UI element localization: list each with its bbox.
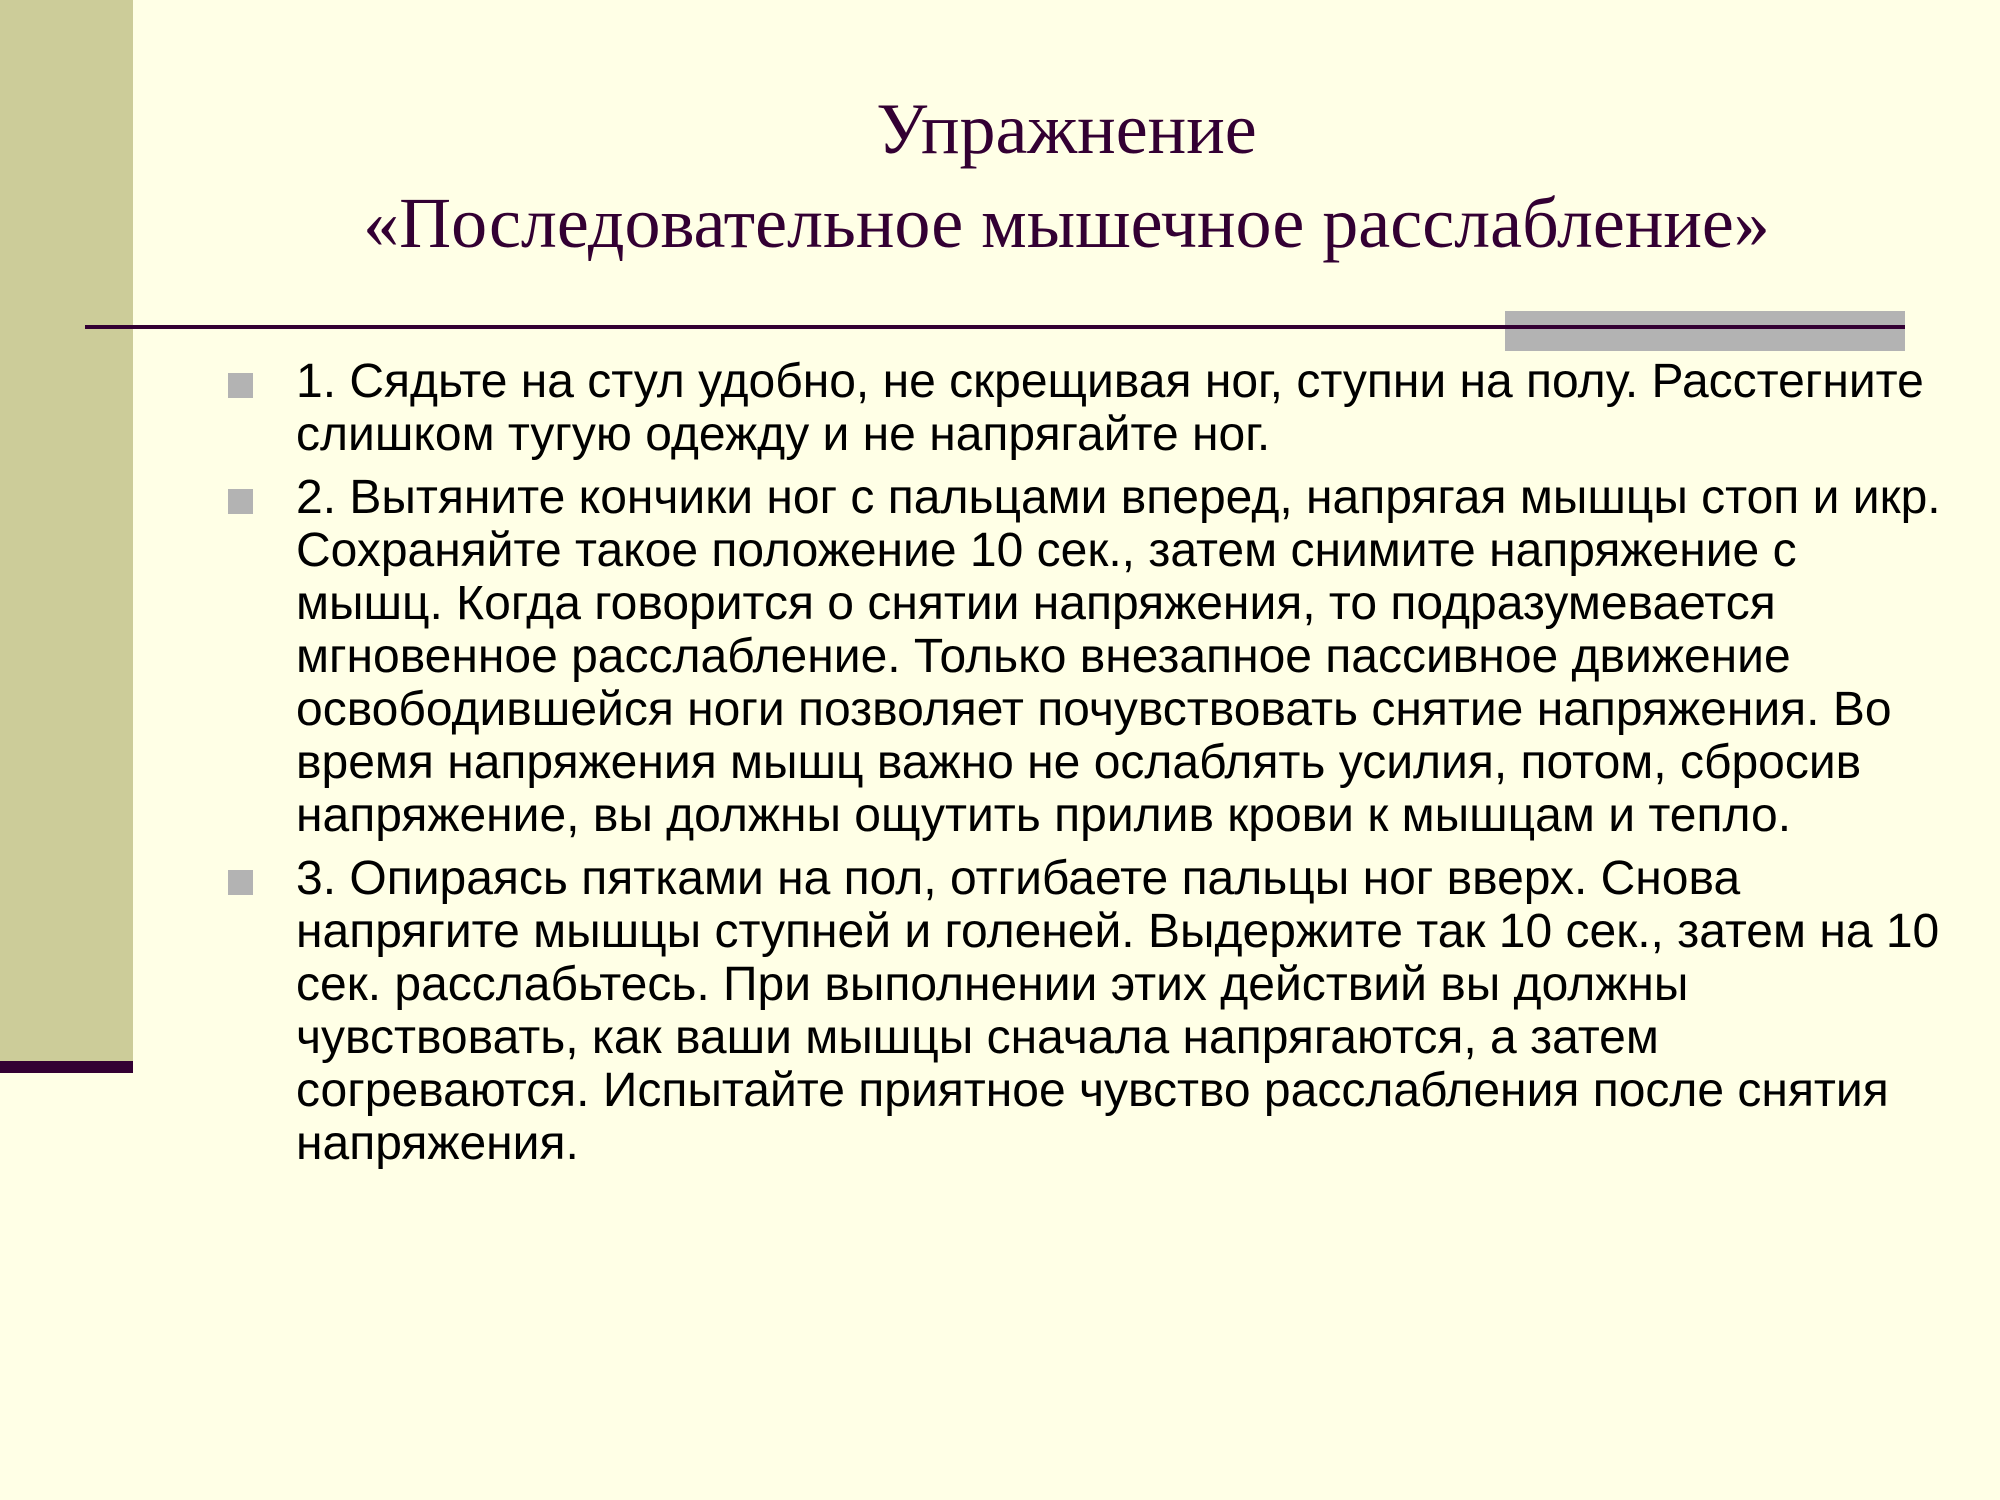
bullet-text-2: 2. Вытяните кончики ног с пальцами вперед, напрягая мышцы стоп и икр. Сохраняйте такое положение 10 сек., затем снимите напряжение с мышц. Когда говорится о снятии напряжения, то подразумевается мгновенное расслабление. Только внезапное пассивное движение освободившейся ноги позволяет почувствовать снятие напряжения. Во время напряжения мышц важно не ослаблять усилия, потом, сбросив напряжение, вы должны ощутить прилив крови к мышцам и тепло. — [296, 471, 1941, 842]
title-divider-line — [85, 325, 1905, 329]
slide-title — [133, 82, 2000, 270]
left-bar-bottom-accent — [0, 1061, 133, 1073]
bullet-text-3: 3. Опираясь пятками на пол, отгибаете пальцы ног вверх. Снова напрягите мышцы ступней и голеней. Выдержите так 10 сек., затем на 10 сек. расслабьтесь. При выполнении этих действий вы должны чувствовать, как ваши мышцы сначала напрягаются, а затем согреваются. Испытайте приятное чувство расслабления после снятия напряжения. — [296, 852, 1940, 1170]
bullet-list — [228, 355, 1948, 1180]
slide-title-line-2: «Последовательное мышечное расслабление» — [363, 183, 1770, 263]
bullet-item-3 — [228, 852, 1948, 1170]
square-bullet-icon — [228, 373, 253, 398]
bullet-item-2 — [228, 471, 1948, 842]
left-decorative-bar — [0, 0, 133, 1061]
square-bullet-icon — [228, 870, 253, 895]
slide-title-line-1: Упражнение — [876, 89, 1257, 169]
square-bullet-icon — [228, 489, 253, 514]
title-divider-gray-block — [1505, 311, 1905, 351]
bullet-text-1: 1. Сядьте на стул удобно, не скрещивая ног, ступни на полу. Расстегните слишком тугую одежду и не напрягайте ног. — [296, 355, 1924, 461]
bullet-item-1 — [228, 355, 1948, 461]
